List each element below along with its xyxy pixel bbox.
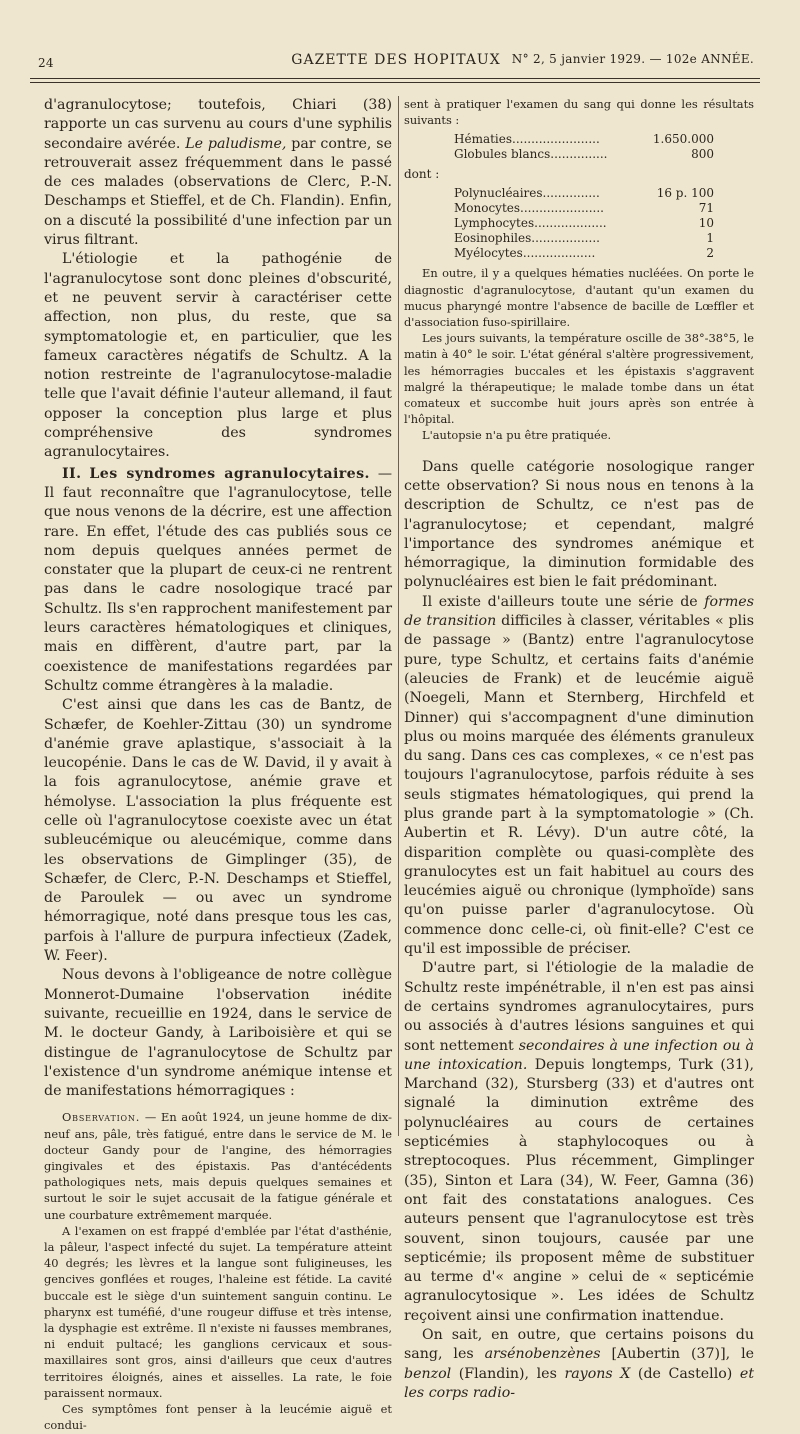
text: (Flandin), les [458, 1365, 557, 1382]
section-heading: Les syndromes agranulocytaires. [89, 465, 370, 482]
table-cell: Globules blancs............... [454, 147, 608, 162]
table-cell: 800 [691, 147, 714, 162]
text: (de Castello) [637, 1365, 733, 1382]
table-cell: 16 p. 100 [656, 186, 714, 201]
italic-text: et les corps radio- [404, 1365, 755, 1401]
paragraph: C'est ainsi que dans les cas de Bantz, de Schæfer, de Koehler-Zittau (30) un syndrome d'anémie grave aplastique, s'associait à la leucopénie. Dans le cas de W. David, il y avait à la fois agranulocytose, anémie grave et hémolyse. L'association la plus fréquente est celle où l'agranulocytose coexiste avec un état subleucémique ou aleucémique, comme dans les observations de Gimplinger (35), de Schæfer, de Clerc, P.-N. Deschamps et Stieffel, de Paroulek — ou avec un syndrome hémorragique, noté dans presque tous les cas, parfois à l'allure de purpura infectieux (Zadek, W. Feer). [44, 697, 392, 965]
issue-info: N° 2, 5 janvier 1929. — 102e ANNÉE. [511, 52, 754, 66]
italic-text: arsénobenzènes [484, 1346, 601, 1363]
table-cell: Lymphocytes................... [454, 216, 607, 231]
blood-count-table [404, 132, 734, 162]
paragraph: Dans quelle catégorie nosologique ranger cette observation? Si nous nous en tenons à la description de Schultz, ce n'est pas de l'agranulocytose; et cependant, malgré l'importance des syndromes anémique et hémorragique, la diminution formidable des polynucléaires est bien le fait prédominant. [404, 458, 754, 591]
table-row [404, 201, 734, 216]
paragraph: sent à pratiquer l'examen du sang qui donne les résultats suivants : [404, 97, 754, 128]
text: — Il faut reconnaître que l'agranulocytose, telle que nous venons de la décrire, est une affection rare. En effet, l'étude des cas publiés sous ce nom depuis quelques années permet de constater que la plupart de ceux-ci ne rentrent pas dans le cadre nosologique tracé par Schultz. Ils s'en rapprochent manifestement par leurs caractères hématologiques et cliniques, mais en diffèrent, d'autre part, par la coexistence de manifestations regardées par Schultz comme étrangères à la maladie. [44, 465, 392, 694]
text: On sait, en outre, que certains poisons du sang, les [404, 1327, 754, 1363]
text: par contre, se retrouverait assez fréquemment dans le passé de ces malades (observations de Clerc, P.-N. Deschamps et Stieffel, et de Ch. Flandin). Enfin, on a discuté la possibilité d'une infection par un virus filtrant. [44, 135, 392, 249]
observation-paragraph [44, 1109, 392, 1222]
cell-label: Globules blancs [454, 147, 551, 162]
table-cell: Monocytes...................... [454, 201, 604, 216]
cell-label: Polynucléaires [454, 186, 543, 201]
formula-table [404, 186, 734, 261]
paragraph: dont : [404, 167, 440, 182]
paragraph: En outre, il y a quelques hématies nucléées. On porte le diagnostic d'agranulocytose, d'autant qu'un examen du mucus pharyngé montre l'absence de bacille de Lœffler et d'association fuso-spirillaire. [404, 266, 754, 330]
table-cell: Eosinophiles.................. [454, 231, 600, 246]
table-row [404, 246, 734, 261]
table-cell: Myélocytes................... [454, 246, 596, 261]
table-cell: 2 [706, 246, 714, 261]
table-cell: Polynucléaires............... [454, 186, 600, 201]
paragraph: L'étiologie et la pathogénie de l'agranulocytose sont donc pleines d'obscurité, et ne peuvent servir à caractériser cette affection, non plus, du reste, que sa symptomatologie et, en particulier, que les fameux caractères négatifs de Schultz. A la notion restreinte de l'agranulocytose-maladie telle que l'avait définie l'auteur allemand, il faut opposer la conception plus large et plus compréhensive des syndromes agranulocytaires. [44, 251, 392, 461]
table-row [404, 186, 734, 201]
observation-label: Observation. [62, 1110, 141, 1125]
italic-text: benzol [404, 1365, 452, 1382]
column-divider [398, 96, 399, 1136]
paragraph [44, 96, 392, 250]
text: D'autre part, si l'étiologie de la maladie de Schultz reste impénétrable, il n'en est pas ainsi de certains syndromes agranulocytaires, purs ou associés à d'autres lésions sanguines et qui sont nettement [404, 960, 754, 1054]
cell-label: Lymphocytes [454, 216, 535, 231]
table-row [404, 216, 734, 231]
observation-paragraph: Ces symptômes font penser à la leucémie aiguë et condui- [44, 1402, 392, 1433]
table-row [404, 147, 734, 162]
paragraph [404, 1326, 754, 1403]
paragraph: Les jours suivants, la température oscille de 38°-38°5, le matin à 40° le soir. L'état général s'altère progressivement, les hémorragies buccales et les épistaxis s'aggravent malgré la thérapeutique; le malade tombe dans un état comateux et succombe huit jours après son entrée à l'hôpital. [404, 331, 754, 427]
table-row [404, 231, 734, 246]
italic-text: Le paludisme, [185, 135, 287, 152]
table-cell: 10 [698, 216, 714, 231]
italic-text: formes de transition [404, 593, 754, 630]
right-column [404, 96, 754, 1403]
table-cell: Hématies....................... [454, 132, 600, 147]
observation-paragraph: A l'examen on est frappé d'emblée par l'état d'asthénie, la pâleur, l'aspect infecté du sujet. La température atteint 40 degrés; les lèvres et la langue sont fuligineuses, les gencives gonflées et rouges, l'haleine est fétide. La cavité buccale est le siège d'un suintement sanguin continu. Le pharynx est tuméfié, d'une rougeur diffuse et très intense, la dysphagie est extrême. Il n'existe ni fausses membranes, ni enduit pultacé; les ganglions cervicaux et sous-maxillaires sont gros, ainsi d'ailleurs que ceux d'autres territoires éloignés, aines et aisselles. La rate, le foie paraissent normaux. [44, 1223, 392, 1400]
italic-text: secondaires à une infection ou à une intoxication. [404, 1037, 754, 1073]
header-rule [30, 78, 760, 79]
text: d'agranulocytose; toutefois, Chiari (38) rapporte un cas survenu au cours d'une syphilis secondaire avérée. [44, 97, 392, 152]
table-row [404, 132, 734, 147]
paragraph [404, 593, 754, 960]
cell-label: Myélocytes [454, 246, 523, 261]
page-header [38, 52, 754, 72]
cell-label: Hématies [454, 132, 513, 147]
left-column [44, 96, 392, 1434]
cell-label: Monocytes [454, 201, 521, 216]
section-number: II. [62, 465, 82, 482]
text: — En août 1924, un jeune homme de dix-neuf ans, pâle, très fatigué, entre dans le service de M. le docteur Gandy pour de l'angine, des hémorragies gingivales et des épistaxis. Pas d'antécédents pathologiques nets, mais depuis quelques semaines et surtout le soir le sujet accusait de la fatigue générale et une courbature extrêmement marquée. [44, 1110, 392, 1222]
paragraph: Nous devons à l'obligeance de notre collègue Monnerot-Dumaine l'observation inédite suivante, recueillie en 1924, dans le service de M. le docteur Gandy, à Lariboisière et qui se distingue de l'agranulocytose de Schultz par l'existence d'un syndrome anémique intense et de manifestations hémorragiques : [44, 967, 392, 1100]
text: Il existe d'ailleurs toute une série de [422, 593, 698, 610]
page-number: 24 [38, 56, 54, 70]
text: Depuis longtemps, Turk (31), Marchand (32), Stursberg (33) et d'autres ont signalé la diminution extrême des polynucléaires au cours de certaines septicémies à staphylocoques ou à streptocoques. Plus récemment, Gimplinger (35), Sinton et Lara (34), W. Feer, Gamna (36) ont fait des constatations analogues. Ces auteurs pensent que l'agranulocytose est très souvent, sinon toujours, causée par une septicémie; ils proposent même de substituer au terme d'« angine » celui de « septicémie agranulocytosique ». Les idées de Schultz reçoivent ainsi une confirmation inattendue. [404, 1056, 754, 1324]
section-paragraph [44, 465, 392, 697]
paragraph: L'autopsie n'a pu être pratiquée. [422, 428, 612, 443]
paragraph [404, 959, 754, 1326]
table-cell: 1.650.000 [652, 132, 714, 147]
text: difficiles à classer, véritables « plis de passage » (Bantz) entre l'agranulocytose pure, type Schultz, et certains faits d'anémie (aleucies de Frank) et de leucémie aiguë (Noegeli, Mann et Sternberg, Hirchfeld et Dinner) qui s'accompagnent d'une diminution plus ou moins marquée des éléments granuleux du sang. Dans ces cas complexes, « ce n'est pas toujours l'agranulocytose, parfois réduite à ses seuls stigmates hématologiques, qui prend la plus grande part à la symptomatologie » (Ch. Aubertin et R. Lévy). D'un autre côté, la disparition complète ou quasi-complète des granulocytes est un fait habituel au cours des leucémies aiguë ou chronique (lymphoïde) sans qu'on puisse parler d'agranulocytose. Où commence donc celle-ci, où finit-elle? C'est ce qu'il est impossible de préciser. [404, 613, 754, 958]
text: [Aubertin (37)], le [611, 1346, 754, 1363]
table-cell: 1 [706, 231, 714, 246]
journal-title: GAZETTE DES HOPITAUX [291, 52, 501, 68]
table-cell: 71 [698, 201, 714, 216]
italic-text: rayons X [564, 1365, 631, 1382]
header-rule-thin [30, 82, 760, 83]
cell-label: Eosinophiles [454, 231, 532, 246]
